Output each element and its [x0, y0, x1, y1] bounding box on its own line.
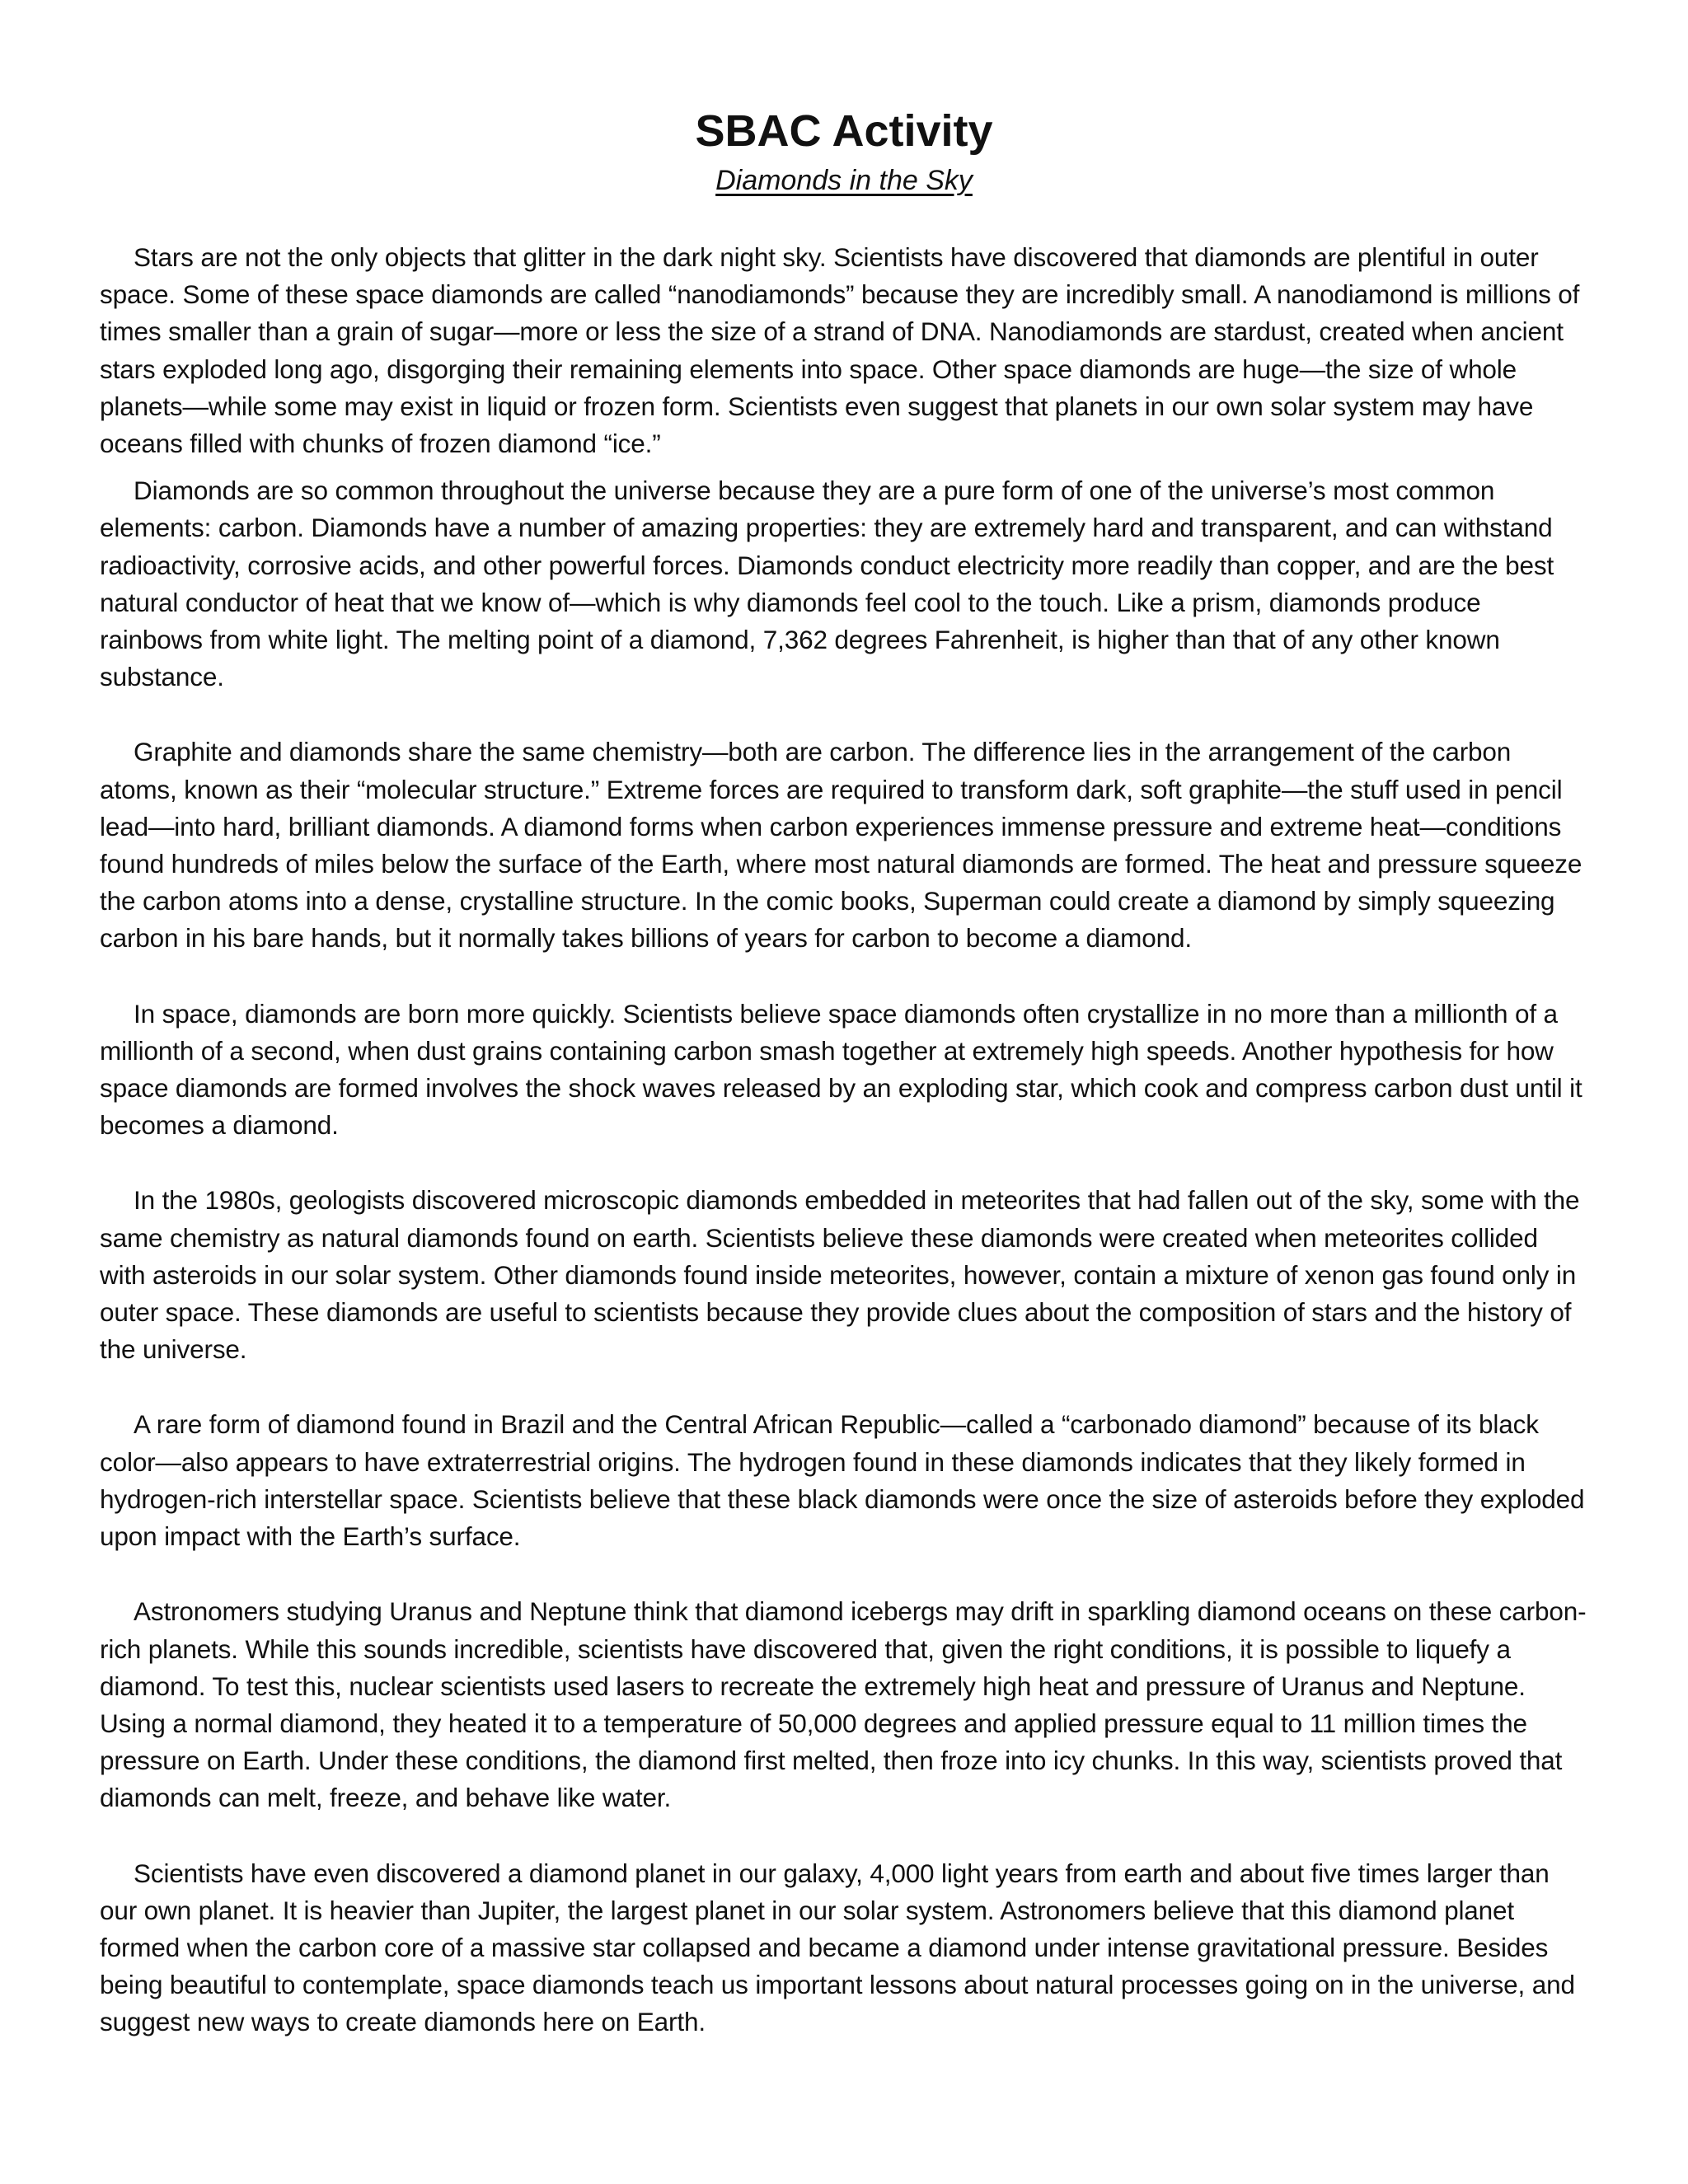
- paragraph-1: Stars are not the only objects that glitter in the dark night sky. Scientists have discovered that diamonds are plentiful in outer space. Some of these space diamonds are called “nanodiamonds” because they are incredibly small. A nanodiamond is millions of times smaller than a grain of sugar—more or less the size of a strand of DNA. Nanodiamonds are stardust, created when ancient stars exploded long ago, disgorging their remaining elements into space. Other space diamonds are huge—the size of whole planets—while some may exist in liquid or frozen form. Scientists even suggest that planets in our own solar system may have oceans filled with chunks of frozen diamond “ice.”: [100, 242, 1580, 459]
- paragraph-7: Astronomers studying Uranus and Neptune think that diamond icebergs may drift in sparkling diamond oceans on these carbon-rich planets. While this sounds incredible, scientists have discovered that, given the right conditions, it is possible to liquefy a diamond. To test this, nuclear scientists used lasers to recreate the extremely high heat and pressure of Uranus and Neptune. Using a normal diamond, they heated it to a temperature of 50,000 degrees and applied pressure equal to 11 million times the pressure on Earth. Under these conditions, the diamond first melted, then froze into icy chunks. In this way, scientists proved that diamonds can melt, freeze, and behave like water.: [100, 1596, 1587, 1813]
- paragraph-3: Graphite and diamonds share the same chemistry—both are carbon. The difference lies in the arrangement of the carbon atoms, known as their “molecular structure.” Extreme forces are required to transform dark, soft graphite—the stuff used in pencil lead—into hard, brilliant diamonds. A diamond forms when carbon experiences immense pressure and extreme heat—conditions found hundreds of miles below the surface of the Earth, where most natural diamonds are formed. The heat and pressure squeeze the carbon atoms into a dense, crystalline structure. In the comic books, Superman could create a diamond by simply squeezing carbon in his bare hands, but it normally takes billions of years for carbon to become a diamond.: [100, 737, 1582, 954]
- page-title: SBAC Activity: [695, 106, 993, 156]
- article-body: [100, 239, 1590, 2041]
- paragraph-5: In the 1980s, geologists discovered microscopic diamonds embedded in meteorites that had fallen out of the sky, some with the same chemistry as natural diamonds found on earth. Scientists believe these diamonds were created when meteorites collided with asteroids in our solar system. Other diamonds found inside meteorites, however, contain a mixture of xenon gas found only in outer space. These diamonds are useful to scientists because they provide clues about the composition of stars and the history of the universe.: [100, 1185, 1580, 1365]
- paragraph-8: Scientists have even discovered a diamond planet in our galaxy, 4,000 light years from earth and about five times larger than our own planet. It is heavier than Jupiter, the largest planet in our solar system. Astronomers believe that this diamond planet formed when the carbon core of a massive star collapsed and became a diamond under intense gravitational pressure. Besides being beautiful to contemplate, space diamonds teach us important lessons about natural processes going on in the universe, and suggest new ways to create diamonds here on Earth.: [100, 1858, 1575, 2037]
- paragraph-2: Diamonds are so common throughout the universe because they are a pure form of one of the universe’s most common elements: carbon. Diamonds have a number of amazing properties: they are extremely hard and transparent, and can withstand radioactivity, corrosive acids, and other powerful forces. Diamonds conduct electricity more readily than copper, and are the best natural conductor of heat that we know of—which is why diamonds feel cool to the touch. Like a prism, diamonds produce rainbows from white light. The melting point of a diamond, 7,362 degrees Fahrenheit, is higher than that of any other known substance.: [100, 476, 1554, 692]
- page-subtitle: Diamonds in the Sky: [715, 165, 973, 196]
- paragraph-6: A rare form of diamond found in Brazil and the Central African Republic—called a “carbonado diamond” because of its black color—also appears to have extraterrestrial origins. The hydrogen found in these diamonds indicates that they likely formed in hydrogen-rich interstellar space. Scientists believe that these black diamonds were once the size of asteroids before they exploded upon impact with the Earth’s surface.: [100, 1409, 1585, 1552]
- paragraph-4: In space, diamonds are born more quickly. Scientists believe space diamonds often crystallize in no more than a millionth of a millionth of a second, when dust grains containing carbon smash together at extremely high speeds. Another hypothesis for how space diamonds are formed involves the shock waves released by an exploding star, which cook and compress carbon dust until it becomes a diamond.: [100, 998, 1582, 1141]
